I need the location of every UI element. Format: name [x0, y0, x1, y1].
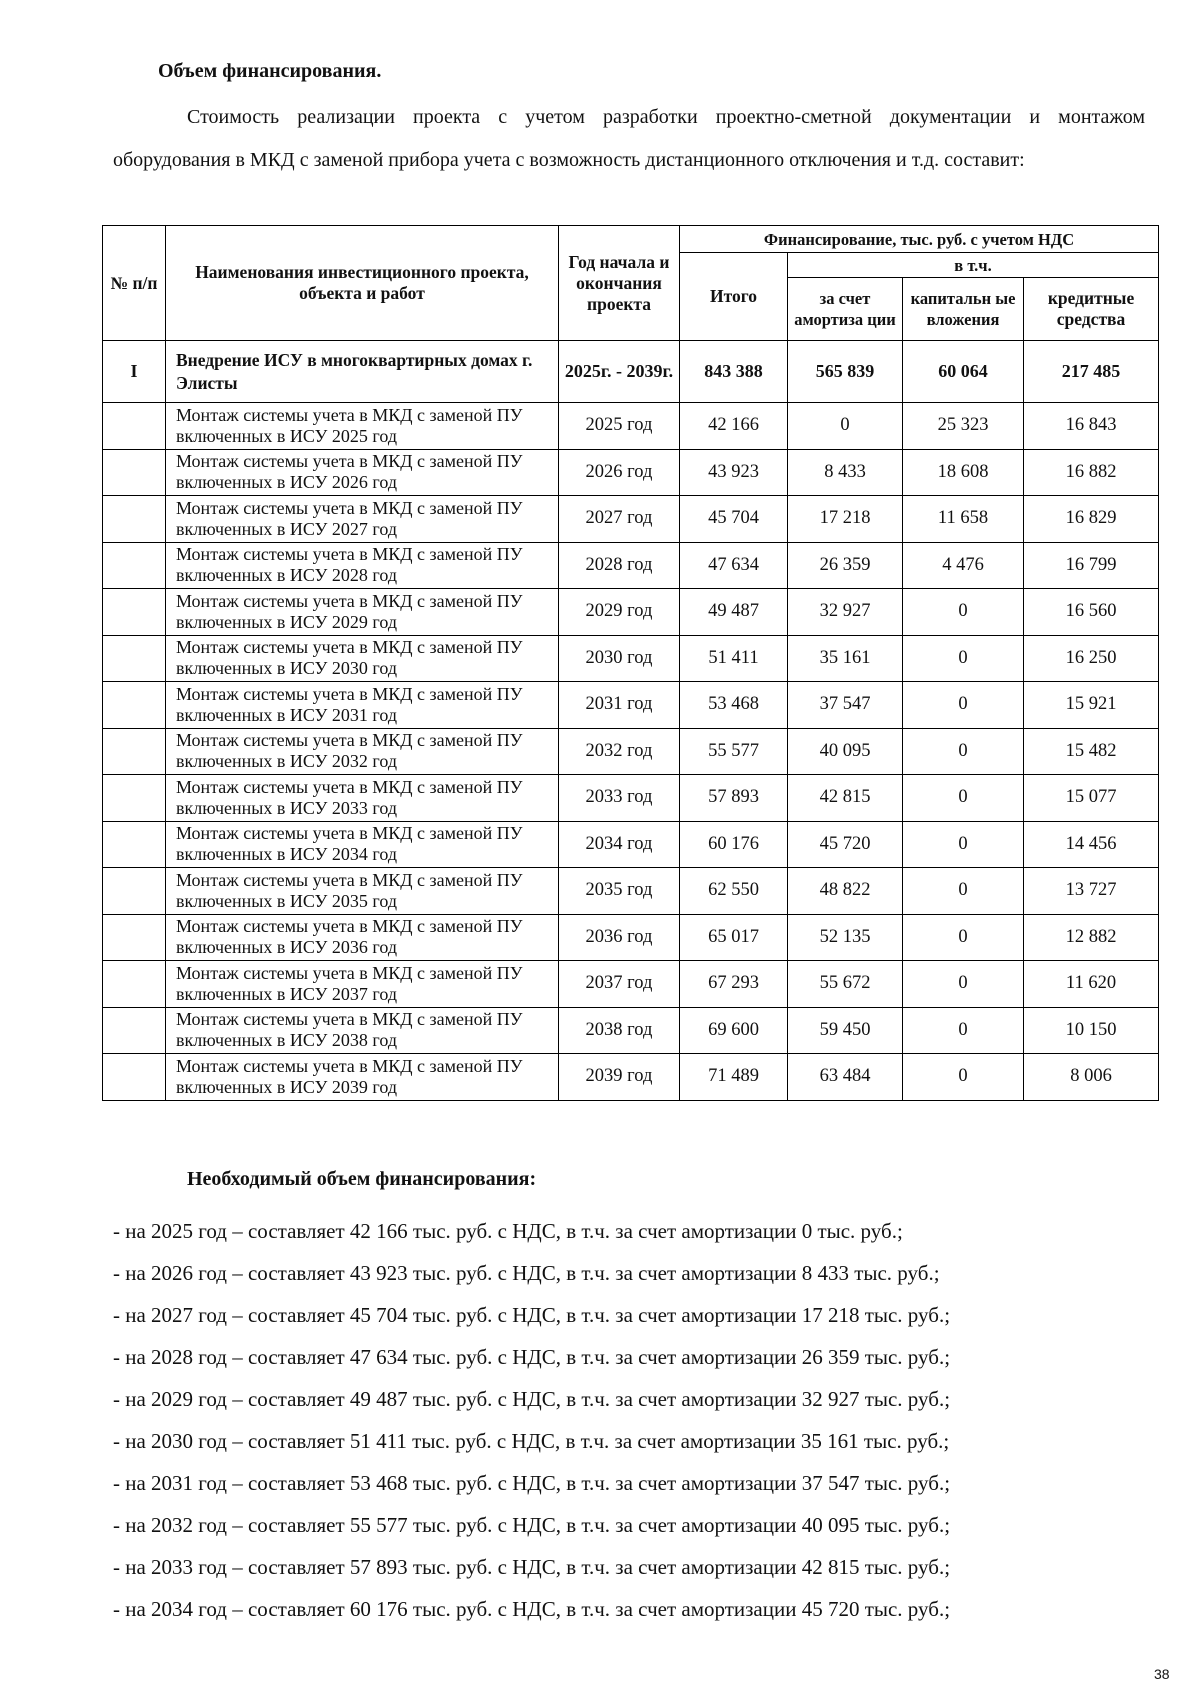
cell-year: 2036 год: [559, 914, 680, 961]
cell-name: Монтаж системы учета в МКД с заменой ПУ включенных в ИСУ 2038 год: [166, 1007, 559, 1054]
total-total: 843 388: [680, 341, 788, 403]
table-row: [103, 542, 1159, 589]
cell-total: 53 468: [680, 682, 788, 729]
cell-num: [103, 589, 166, 636]
cell-capital: 4 476: [903, 542, 1024, 589]
cell-total: 42 166: [680, 403, 788, 450]
cell-credit: 16 882: [1024, 449, 1159, 496]
cell-total: 45 704: [680, 496, 788, 543]
cell-credit: 15 077: [1024, 775, 1159, 822]
total-amort: 565 839: [788, 341, 903, 403]
cell-amort: 40 095: [788, 728, 903, 775]
cell-credit: 16 829: [1024, 496, 1159, 543]
cell-year: 2027 год: [559, 496, 680, 543]
table-row: [103, 961, 1159, 1008]
cell-amort: 26 359: [788, 542, 903, 589]
list-item: - на 2033 год – составляет 57 893 тыс. руб. с НДС, в т.ч. за счет амортизации 42 815 тыс. руб.;: [113, 1555, 951, 1579]
list-item: - на 2025 год – составляет 42 166 тыс. руб. с НДС, в т.ч. за счет амортизации 0 тыс. руб.;: [113, 1219, 903, 1243]
total-row: [103, 341, 1159, 403]
cell-credit: 16 560: [1024, 589, 1159, 636]
table-row: [103, 868, 1159, 915]
cell-total: 62 550: [680, 868, 788, 915]
cell-credit: 14 456: [1024, 821, 1159, 868]
cell-year: 2026 год: [559, 449, 680, 496]
cell-num: [103, 449, 166, 496]
section-title: Объем финансирования.: [158, 60, 382, 82]
cell-num: [103, 821, 166, 868]
table-row: [103, 1054, 1159, 1101]
cell-name: Монтаж системы учета в МКД с заменой ПУ включенных в ИСУ 2032 год: [166, 728, 559, 775]
cell-credit: 13 727: [1024, 868, 1159, 915]
cell-num: [103, 961, 166, 1008]
cell-name: Монтаж системы учета в МКД с заменой ПУ включенных в ИСУ 2037 год: [166, 961, 559, 1008]
cell-credit: 16 799: [1024, 542, 1159, 589]
list-item: - на 2030 год – составляет 51 411 тыс. руб. с НДС, в т.ч. за счет амортизации 35 161 тыс. руб.;: [113, 1429, 950, 1453]
cell-total: 65 017: [680, 914, 788, 961]
cell-capital: 0: [903, 961, 1024, 1008]
table-row: [103, 682, 1159, 729]
cell-credit: 12 882: [1024, 914, 1159, 961]
header-amort: за счет амортиза ции: [788, 278, 903, 341]
cell-num: [103, 728, 166, 775]
cell-year: 2037 год: [559, 961, 680, 1008]
cell-name: Монтаж системы учета в МКД с заменой ПУ включенных в ИСУ 2026 год: [166, 449, 559, 496]
cell-name: Монтаж системы учета в МКД с заменой ПУ включенных в ИСУ 2035 год: [166, 868, 559, 915]
list-item: - на 2034 год – составляет 60 176 тыс. руб. с НДС, в т.ч. за счет амортизации 45 720 тыс. руб.;: [113, 1597, 951, 1621]
cell-credit: 11 620: [1024, 961, 1159, 1008]
header-total: Итого: [680, 253, 788, 341]
list-item: - на 2031 год – составляет 53 468 тыс. руб. с НДС, в т.ч. за счет амортизации 37 547 тыс. руб.;: [113, 1471, 951, 1495]
cell-name: Монтаж системы учета в МКД с заменой ПУ включенных в ИСУ 2029 год: [166, 589, 559, 636]
cell-total: 43 923: [680, 449, 788, 496]
cell-capital: 0: [903, 1054, 1024, 1101]
cell-amort: 42 815: [788, 775, 903, 822]
list-item: - на 2029 год – составляет 49 487 тыс. руб. с НДС, в т.ч. за счет амортизации 32 927 тыс. руб.;: [113, 1387, 951, 1411]
cell-amort: 8 433: [788, 449, 903, 496]
cell-name: Монтаж системы учета в МКД с заменой ПУ включенных в ИСУ 2033 год: [166, 775, 559, 822]
cell-name: Монтаж системы учета в МКД с заменой ПУ включенных в ИСУ 2034 год: [166, 821, 559, 868]
page-number: 38: [1154, 1666, 1170, 1682]
cell-amort: 63 484: [788, 1054, 903, 1101]
cell-year: 2032 год: [559, 728, 680, 775]
intro-paragraph: Стоимость реализации проекта с учетом разработки проектно-сметной документации и монтажом оборудования в МКД с заменой прибора учета с возможность дистанционного отключения и т.д. составит:: [113, 106, 1145, 171]
cell-name: Монтаж системы учета в МКД с заменой ПУ включенных в ИСУ 2028 год: [166, 542, 559, 589]
cell-name: Монтаж системы учета в МКД с заменой ПУ включенных в ИСУ 2036 год: [166, 914, 559, 961]
cell-capital: 0: [903, 728, 1024, 775]
cell-amort: 52 135: [788, 914, 903, 961]
cell-year: 2028 год: [559, 542, 680, 589]
table-row: [103, 1007, 1159, 1054]
cell-name: Монтаж системы учета в МКД с заменой ПУ включенных в ИСУ 2030 год: [166, 635, 559, 682]
cell-name: Монтаж системы учета в МКД с заменой ПУ включенных в ИСУ 2031 год: [166, 682, 559, 729]
header-num: № п/п: [103, 226, 166, 341]
cell-amort: 59 450: [788, 1007, 903, 1054]
cell-name: Монтаж системы учета в МКД с заменой ПУ включенных в ИСУ 2039 год: [166, 1054, 559, 1101]
list-item: - на 2027 год – составляет 45 704 тыс. руб. с НДС, в т.ч. за счет амортизации 17 218 тыс. руб.;: [113, 1303, 951, 1327]
cell-year: 2029 год: [559, 589, 680, 636]
cell-num: [103, 635, 166, 682]
list-item: - на 2026 год – составляет 43 923 тыс. руб. с НДС, в т.ч. за счет амортизации 8 433 тыс. руб.;: [113, 1261, 940, 1285]
cell-capital: 0: [903, 775, 1024, 822]
header-including: в т.ч.: [788, 253, 1159, 278]
cell-total: 47 634: [680, 542, 788, 589]
cell-num: [103, 914, 166, 961]
cell-total: 51 411: [680, 635, 788, 682]
cell-year: 2025 год: [559, 403, 680, 450]
cell-num: [103, 1007, 166, 1054]
table-row: [103, 496, 1159, 543]
cell-amort: 55 672: [788, 961, 903, 1008]
table-row: [103, 449, 1159, 496]
cell-amort: 0: [788, 403, 903, 450]
cell-year: 2039 год: [559, 1054, 680, 1101]
table-row: [103, 635, 1159, 682]
cell-total: 49 487: [680, 589, 788, 636]
cell-capital: 18 608: [903, 449, 1024, 496]
cell-amort: 45 720: [788, 821, 903, 868]
cell-num: [103, 868, 166, 915]
cell-year: 2030 год: [559, 635, 680, 682]
cell-amort: 48 822: [788, 868, 903, 915]
cell-capital: 0: [903, 682, 1024, 729]
cell-capital: 0: [903, 821, 1024, 868]
header-financing: Финансирование, тыс. руб. с учетом НДС: [680, 226, 1159, 253]
table-row: [103, 914, 1159, 961]
table-row: [103, 728, 1159, 775]
cell-credit: 16 250: [1024, 635, 1159, 682]
cell-num: [103, 542, 166, 589]
cell-capital: 0: [903, 635, 1024, 682]
cell-year: 2038 год: [559, 1007, 680, 1054]
cell-credit: 16 843: [1024, 403, 1159, 450]
cell-amort: 17 218: [788, 496, 903, 543]
cell-num: [103, 496, 166, 543]
cell-total: 71 489: [680, 1054, 788, 1101]
cell-amort: 37 547: [788, 682, 903, 729]
table-row: [103, 775, 1159, 822]
header-capital: капитальн ые вложения: [903, 278, 1024, 341]
cell-num: [103, 682, 166, 729]
cell-credit: 8 006: [1024, 1054, 1159, 1101]
need-title: Необходимый объем финансирования:: [187, 1168, 537, 1190]
cell-name: Монтаж системы учета в МКД с заменой ПУ включенных в ИСУ 2025 год: [166, 403, 559, 450]
header-year: Год начала и окончания проекта: [559, 226, 680, 341]
cell-credit: 15 921: [1024, 682, 1159, 729]
table-body: [103, 341, 1159, 1101]
table-row: [103, 589, 1159, 636]
cell-capital: 25 323: [903, 403, 1024, 450]
list-item: - на 2032 год – составляет 55 577 тыс. руб. с НДС, в т.ч. за счет амортизации 40 095 тыс. руб.;: [113, 1513, 951, 1537]
total-name: Внедрение ИСУ в многоквартирных домах г. Элисты: [166, 341, 559, 403]
cell-year: 2034 год: [559, 821, 680, 868]
total-credit: 217 485: [1024, 341, 1159, 403]
cell-capital: 0: [903, 1007, 1024, 1054]
need-list: [113, 1210, 950, 1630]
cell-name: Монтаж системы учета в МКД с заменой ПУ включенных в ИСУ 2027 год: [166, 496, 559, 543]
cell-num: [103, 1054, 166, 1101]
cell-total: 55 577: [680, 728, 788, 775]
list-item: - на 2028 год – составляет 47 634 тыс. руб. с НДС, в т.ч. за счет амортизации 26 359 тыс. руб.;: [113, 1345, 951, 1369]
cell-amort: 35 161: [788, 635, 903, 682]
cell-total: 60 176: [680, 821, 788, 868]
financing-table: [102, 225, 1159, 1101]
cell-num: [103, 403, 166, 450]
cell-credit: 15 482: [1024, 728, 1159, 775]
cell-total: 69 600: [680, 1007, 788, 1054]
total-capital: 60 064: [903, 341, 1024, 403]
header-credit: кредитные средства: [1024, 278, 1159, 341]
cell-capital: 0: [903, 589, 1024, 636]
cell-capital: 0: [903, 914, 1024, 961]
total-year: 2025г. - 2039г.: [559, 341, 680, 403]
cell-credit: 10 150: [1024, 1007, 1159, 1054]
cell-year: 2033 год: [559, 775, 680, 822]
header-name: Наименования инвестиционного проекта, объекта и работ: [166, 226, 559, 341]
cell-capital: 0: [903, 868, 1024, 915]
cell-year: 2035 год: [559, 868, 680, 915]
cell-year: 2031 год: [559, 682, 680, 729]
cell-num: [103, 775, 166, 822]
table-row: [103, 403, 1159, 450]
total-num: I: [103, 341, 166, 403]
cell-total: 67 293: [680, 961, 788, 1008]
table-row: [103, 821, 1159, 868]
cell-amort: 32 927: [788, 589, 903, 636]
cell-total: 57 893: [680, 775, 788, 822]
cell-capital: 11 658: [903, 496, 1024, 543]
